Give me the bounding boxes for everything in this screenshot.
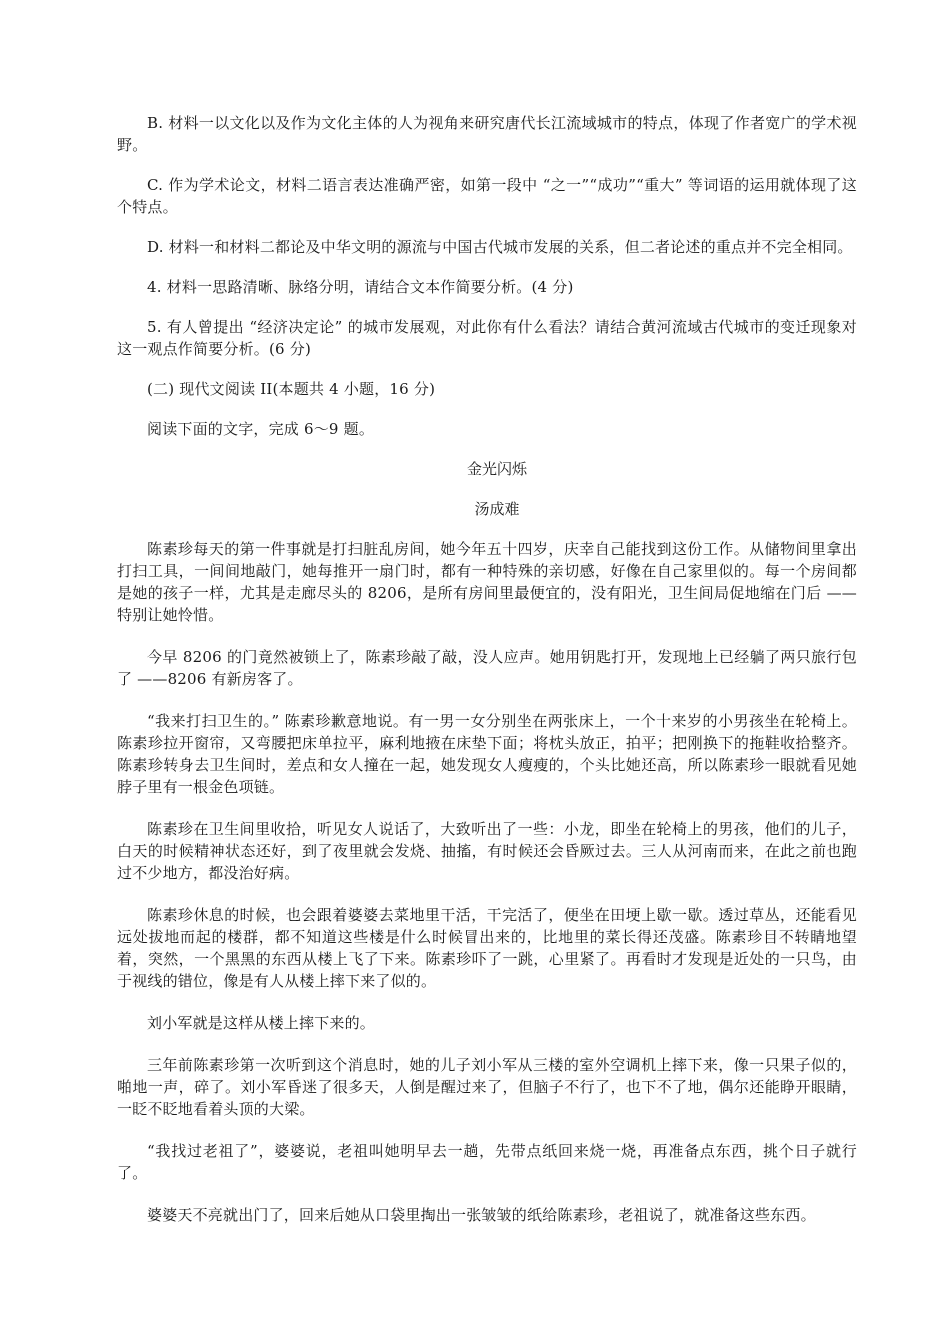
question-4: 4. 材料一思路清晰、脉络分明，请结合文本作简要分析。(4 分)	[147, 278, 574, 296]
story-paragraph: 婆婆天不亮就出门了，回来后她从口袋里掏出一张皱皱的纸给陈素珍，老祖说了，就准备这些东西。	[147, 1206, 816, 1224]
document-page	[117, 112, 857, 1246]
story-paragraph: 三年前陈素珍第一次听到这个消息时，她的儿子刘小军从三楼的室外空调机上摔下来，像一只果子似的，啪地一声，碎了。刘小军昏迷了很多天，人倒是醒过来了，但脑子不行了，也下不了地，偶尔还能睁开眼睛，一眨不眨地看着头顶的大梁。	[117, 1056, 857, 1118]
story-title: 金光闪烁	[466, 460, 527, 478]
section-heading: (二) 现代文阅读 II(本题共 4 小题，16 分)	[147, 380, 436, 398]
option-d: D. 材料一和材料二都论及中华文明的源流与中国古代城市发展的关系，但二者论述的重点并不完全相同。	[147, 238, 853, 256]
story-paragraph: “我来打扫卫生的。” 陈素珍歉意地说。有一男一女分别坐在两张床上，一个十来岁的小男孩坐在轮椅上。陈素珍拉开窗帘，又弯腰把床单拉平，麻利地掖在床垫下面；将枕头放正，拍平；把刚换下的拖鞋收拾整齐。陈素珍转身去卫生间时，差点和女人撞在一起，她发现女人瘦瘦的，个头比她还高，所以陈素珍一眼就看见她脖子里有一根金色项链。	[117, 712, 857, 796]
story-paragraph: 陈素珍休息的时候，也会跟着婆婆去菜地里干活，干完活了，便坐在田埂上歇一歇。透过草丛，还能看见远处拔地而起的楼群，都不知道这些楼是什么时候冒出来的，比地里的菜长得还茂盛。陈素珍目不转睛地望着，突然，一个黑黑的东西从楼上飞了下来。陈素珍吓了一跳，心里紧了。再看时才发现是近处的一只鸟，由于视线的错位，像是有人从楼上摔下来了似的。	[117, 906, 857, 990]
section-instruction: 阅读下面的文字，完成 6～9 题。	[147, 420, 375, 438]
option-b: B. 材料一以文化以及作为文化主体的人为视角来研究唐代长江流域城市的特点，体现了作者宽广的学术视野。	[117, 114, 857, 154]
story-paragraph: “我找过老祖了”，婆婆说，老祖叫她明早去一趟，先带点纸回来烧一烧，再准备点东西，挑个日子就行了。	[117, 1142, 857, 1182]
story-body	[117, 538, 857, 1226]
option-c: C. 作为学术论文，材料二语言表达准确严密，如第一段中 “之一”“成功”“重大” 等词语的运用就体现了这个特点。	[117, 176, 857, 216]
story-paragraph: 陈素珍每天的第一件事就是打扫脏乱房间，她今年五十四岁，庆幸自己能找到这份工作。从储物间里拿出打扫工具，一间间地敲门，她每推开一扇门时，都有一种特殊的亲切感，好像在自己家里似的。每一个房间都是她的孩子一样，尤其是走廊尽头的 8206，是所有房间里最便宜的，没有阳光，卫生间局促地缩在门后 —— 特别让她怜惜。	[117, 540, 857, 624]
story-author: 汤成难	[474, 500, 520, 518]
question-5: 5. 有人曾提出 “经济决定论” 的城市发展观，对此你有什么看法？请结合黄河流域古代城市的变迁现象对这一观点作简要分析。(6 分)	[117, 318, 857, 358]
story-paragraph: 陈素珍在卫生间里收拾，听见女人说话了，大致听出了一些：小龙，即坐在轮椅上的男孩，他们的儿子，白天的时候精神状态还好，到了夜里就会发烧、抽搐，有时候还会昏厥过去。三人从河南而来，在此之前也跑过不少地方，都没治好病。	[117, 820, 857, 882]
story-paragraph: 今早 8206 的门竟然被锁上了，陈素珍敲了敲，没人应声。她用钥匙打开，发现地上已经躺了两只旅行包了 ——8206 有新房客了。	[117, 648, 857, 688]
story-paragraph: 刘小军就是这样从楼上摔下来的。	[147, 1014, 376, 1032]
